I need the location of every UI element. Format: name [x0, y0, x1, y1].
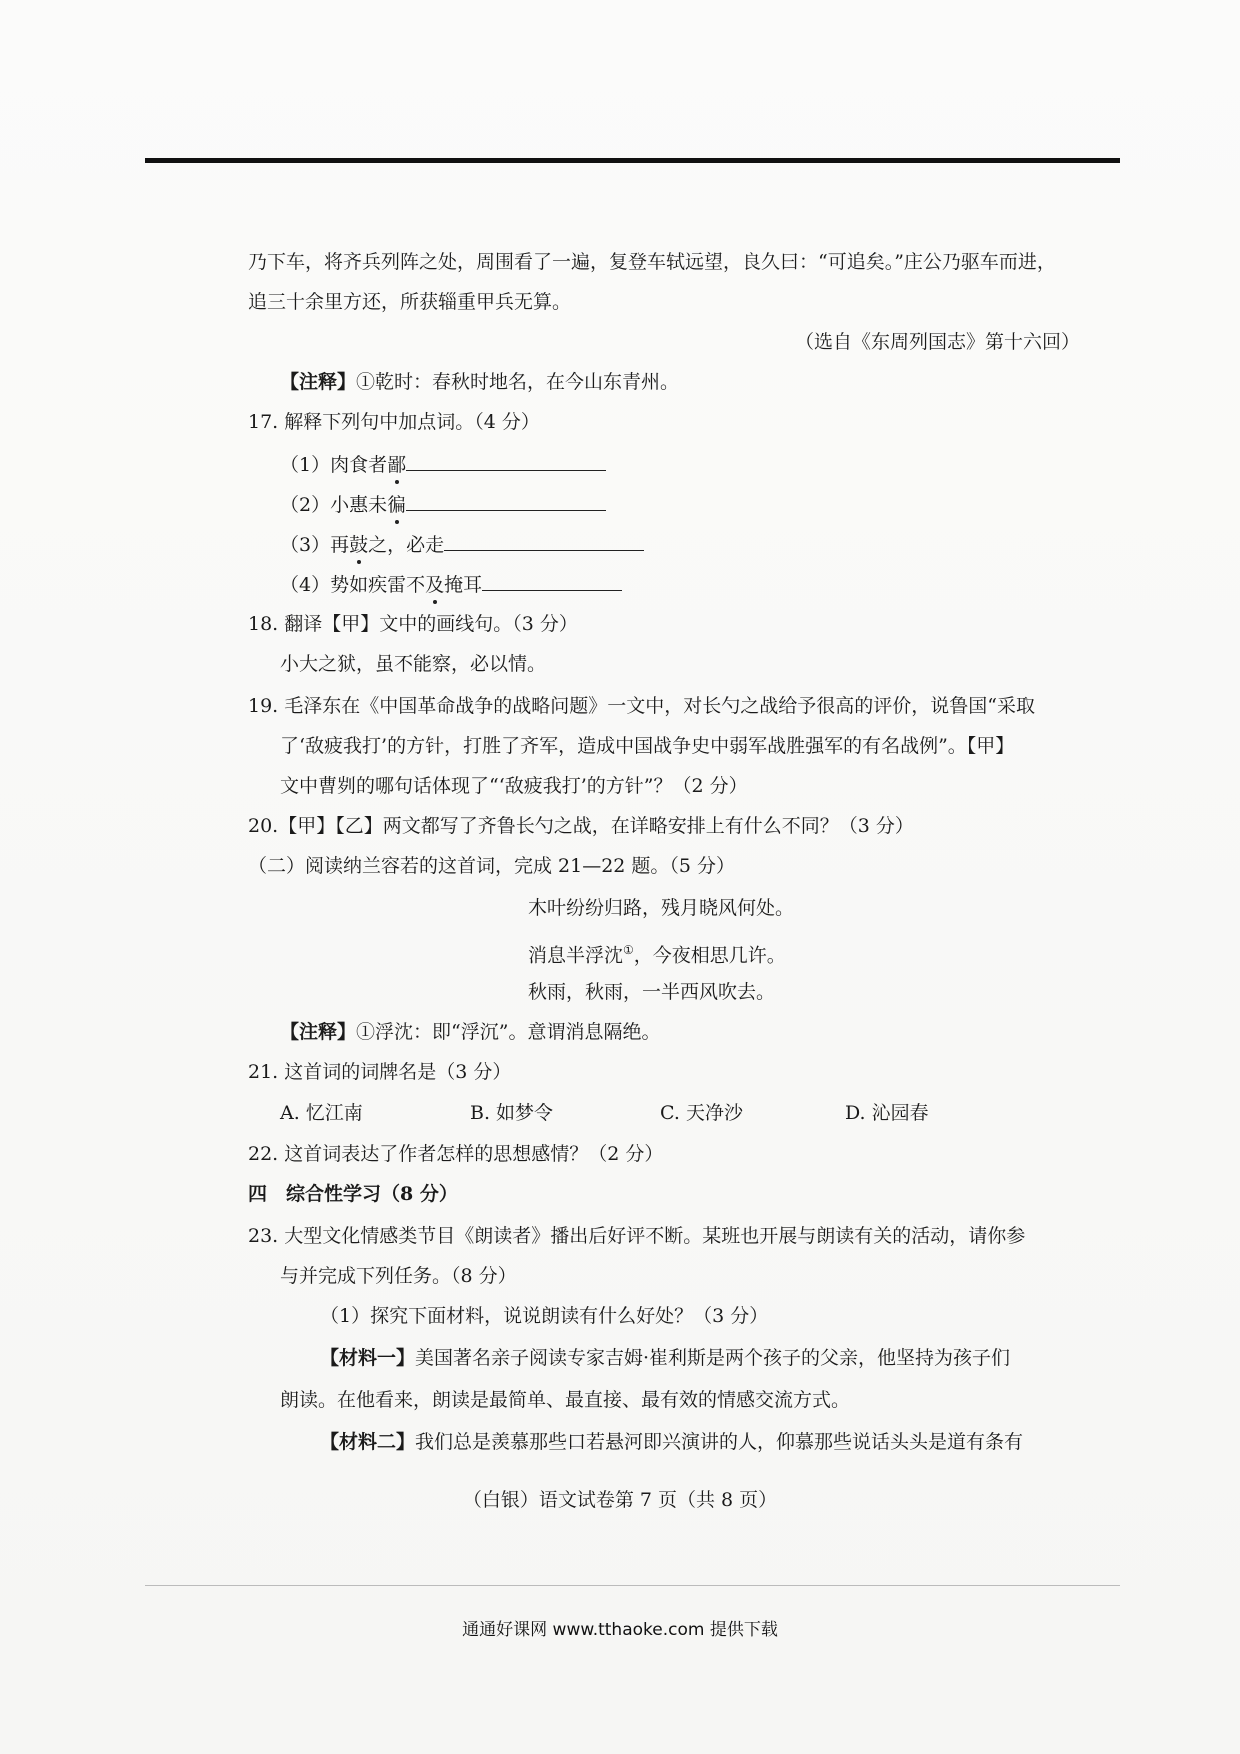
- item-3-suffix: 之，必走: [368, 534, 445, 556]
- poem-line-2-suffix: ，今夜相思几许。: [633, 944, 786, 967]
- item-1-prefix: （1）肉食者: [280, 454, 388, 476]
- question-18-stem: 18. 翻译【甲】文中的画线句。（3 分）: [248, 613, 578, 635]
- question-19-line-2: 了‘敌疲我打’的方针，打胜了齐军，造成中国战争史中弱军战胜强军的有名战例”。【甲】: [280, 735, 1015, 757]
- question-17-stem: 17. 解释下列句中加点词。（4 分）: [248, 411, 540, 433]
- item-4-prefix: （4）势如疾雷不: [280, 574, 426, 596]
- bottom-rule: [145, 1585, 1120, 1586]
- item-3-prefix: （3）再: [280, 534, 350, 556]
- passage-line-2: 追三十余里方还，所获辎重甲兵无算。: [248, 291, 572, 313]
- footnote-marker: ①: [623, 943, 634, 957]
- passage-line-1: 乃下车，将齐兵列阵之处，周围看了一遍，复登车轼远望，良久曰：“可追矣。”庄公乃驱车而进，: [248, 251, 1056, 273]
- material-1-line-1: [320, 1346, 1010, 1370]
- poem-line-3: 秋雨，秋雨，一半西风吹去。: [528, 981, 776, 1003]
- item-3-dotted-word: 鼓: [349, 534, 369, 556]
- option-b[interactable]: B. 如梦令: [470, 1102, 554, 1124]
- poem-line-2-prefix: 消息半浮沈: [528, 944, 624, 967]
- option-c[interactable]: C. 天净沙: [660, 1102, 743, 1124]
- option-a[interactable]: A. 忆江南: [280, 1102, 363, 1124]
- answer-blank-3[interactable]: [444, 530, 644, 551]
- note-1-label: 【注释】: [280, 371, 357, 393]
- item-4-suffix: 掩耳: [444, 574, 483, 596]
- material-1-label: 【材料一】: [320, 1347, 416, 1369]
- material-2-line-1: [320, 1430, 1023, 1454]
- answer-blank-1[interactable]: [406, 450, 606, 471]
- note-1: [280, 370, 679, 394]
- question-19-line-1: 19. 毛泽东在《中国革命战争的战略问题》一文中，对长勺之战给予很高的评价，说鲁国“采取: [248, 695, 1035, 717]
- material-2-text: 我们总是羡慕那些口若悬河即兴演讲的人，仰慕那些说话头头是道有条有: [415, 1431, 1024, 1453]
- question-17-item-4: [280, 570, 622, 597]
- question-19-line-3: 文中曹刿的哪句话体现了“‘敌疲我打’的方针”？（2 分）: [280, 775, 748, 797]
- question-23-line-1: 23. 大型文化情感类节目《朗读者》播出后好评不断。某班也开展与朗读有关的活动，请你参: [248, 1225, 1026, 1247]
- passage-source: （选自《东周列国志》第十六回）: [794, 331, 1080, 353]
- note-1-text: ①乾时：春秋时地名，在今山东青州。: [356, 371, 680, 393]
- section-2-title: （二）阅读纳兰容若的这首词，完成 21—22 题。（5 分）: [248, 855, 736, 877]
- question-23-line-2: 与并完成下列任务。（8 分）: [280, 1265, 517, 1287]
- question-17-item-1: [280, 450, 606, 477]
- item-2-prefix: （2）小惠未: [280, 494, 388, 516]
- section-4-title: 四 综合性学习（8 分）: [248, 1183, 458, 1205]
- question-17-item-3: [280, 530, 644, 557]
- item-1-dotted-word: 鄙: [387, 454, 407, 476]
- question-22-stem: 22. 这首词表达了作者怎样的思想感情？（2 分）: [248, 1143, 664, 1165]
- item-4-dotted-word: 及: [425, 574, 445, 596]
- page-footer: （白银）语文试卷第 7 页（共 8 页）: [462, 1489, 778, 1511]
- question-20-stem: 20.【甲】【乙】两文都写了齐鲁长勺之战，在详略安排上有什么不同？（3 分）: [248, 815, 914, 837]
- note-2-label: 【注释】: [280, 1021, 357, 1043]
- item-2-dotted-word: 徧: [387, 494, 407, 516]
- top-rule: [145, 158, 1120, 163]
- question-23-sub-1: （1）探究下面材料，说说朗读有什么好处？（3 分）: [320, 1305, 769, 1327]
- material-1-line-2: 朗读。在他看来，朗读是最简单、最直接、最有效的情感交流方式。: [280, 1389, 851, 1411]
- option-d[interactable]: D. 沁园春: [845, 1102, 929, 1124]
- note-2-text: ①浮沈：即“浮沉”。意谓消息隔绝。: [356, 1021, 661, 1043]
- question-21-options: [280, 1098, 1040, 1124]
- material-1-text: 美国著名亲子阅读专家吉姆·崔利斯是两个孩子的父亲，他坚持为孩子们: [415, 1347, 1011, 1369]
- note-2: [280, 1020, 660, 1044]
- question-21-stem: 21. 这首词的词牌名是（3 分）: [248, 1061, 512, 1083]
- material-2-label: 【材料二】: [320, 1431, 416, 1453]
- question-17-item-2: [280, 490, 606, 517]
- download-watermark: 通通好课网 www.tthaoke.com 提供下载: [462, 1620, 778, 1640]
- poem-line-2: [528, 938, 786, 967]
- answer-blank-2[interactable]: [406, 490, 606, 511]
- answer-blank-4[interactable]: [482, 570, 622, 591]
- poem-line-1: 木叶纷纷归路，残月晓风何处。: [528, 897, 795, 919]
- question-18-sentence: 小大之狱，虽不能察，必以情。: [280, 653, 547, 675]
